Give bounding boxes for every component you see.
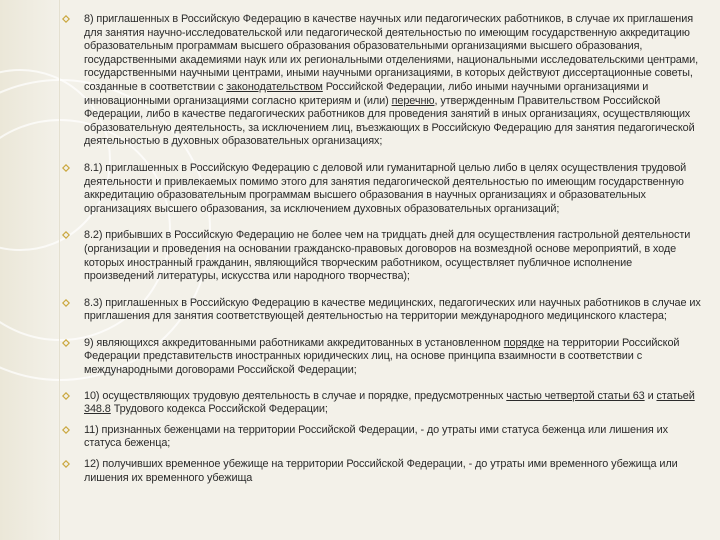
bullet-icon <box>62 299 70 307</box>
item-text: 8) приглашенных в Российскую Федерацию в качестве научных или педагогических работников, в случае их приглашения для занятия научно-исследовательской или педагогической деятельностью по имеющим государственную аккредитацию образовательным программам высшего образования образовательными организациями высшего образования, государственными академиями наук или их региональными отделениями, национальными исследовательскими центрами, государственными научными центрами, иными научными организациями, в которых действуют диссертационные советы, созданные в соответствии с <box>84 13 699 93</box>
item-text: и <box>644 389 657 402</box>
item-text: 11) признанных беженцами на территории Российской Федерации, - до утраты ими статуса беженца или лишения их статуса беженца; <box>84 423 668 450</box>
divider-line <box>59 0 60 540</box>
item-text: 10) осуществляющих трудовую деятельность в случае и порядке, предусмотренных <box>84 389 507 402</box>
item-text: 8.2) прибывших в Российскую Федерацию не более чем на тридцать дней для осуществления гастрольной деятельности (организации и проведения на основании гражданско-правовых договоров на возмездной основе мероприятий, в ходе которых иностранный гражданин, являющийся творческим работником, осуществляет публичное исполнение произведений литературы, искусства или народного творчества); <box>84 229 691 283</box>
bullet-icon <box>62 339 70 347</box>
reference-link[interactable]: перечню <box>391 94 435 107</box>
item-text: 9) являющихся аккредитованными работниками аккредитованных в установленном <box>84 336 504 349</box>
list-item <box>62 297 702 324</box>
item-text: 12) получивших временное убежище на территории Российской Федерации, - до утраты ими временного убежища или лишения их временного убежища <box>84 458 678 484</box>
bullet-icon <box>62 460 70 468</box>
reference-link[interactable]: порядке <box>503 336 545 349</box>
item-text: Трудового кодекса Российской Федерации; <box>110 403 328 416</box>
bullet-icon <box>62 15 70 23</box>
list-item <box>62 337 702 378</box>
list-item <box>62 13 702 149</box>
item-text: 8.3) приглашенных в Российскую Федерацию в качестве медицинских, педагогических или научных работников в случае их приглашения для занятия соответствующей деятельностью на территории международного медицинского кластера; <box>84 296 701 323</box>
reference-link[interactable]: законодательством <box>226 80 323 93</box>
list-item <box>62 424 702 451</box>
bullet-icon <box>62 426 70 434</box>
reference-link[interactable]: частью четвертой статьи 63 <box>506 389 645 402</box>
list-item <box>62 390 702 417</box>
list-item <box>62 162 702 216</box>
item-text: , утвержденным Правительством Российской Федерации, либо в качестве педагогических работников для проведения занятий в иных организациях, осуществляющих образовательную деятельность, за исключением лиц, въезжающих в Российскую Федерацию для занятия педагогической деятельностью в духовных образовательных организациях; <box>84 94 695 148</box>
list-item <box>62 229 702 283</box>
item-text: 8.1) приглашенных в Российскую Федерацию с деловой или гуманитарной целью либо в целях осуществления трудовой деятельности и привлекаемых помимо этого для занятия педагогической деятельностью по имеющим государственную аккредитацию образовательным программам высшего образования в научных организациях и образовательных организациях высшего образования, за исключением духовных образовательных организаций; <box>84 161 687 215</box>
item-text: на территории Российской Федерации представительств иностранных юридических лиц, на основе принципа взаимности в соответствии с международными договорами Российской Федерации; <box>84 336 680 377</box>
document-body <box>62 13 702 485</box>
item-text: Российской Федерации, либо иными научными организациями и инновационными организациями согласно критериям и (или) <box>84 80 649 107</box>
list-item <box>62 458 702 485</box>
reference-link[interactable]: статьей 348.8 <box>84 389 695 416</box>
bullet-icon <box>62 164 70 172</box>
bullet-icon <box>62 392 70 400</box>
bullet-icon <box>62 231 70 239</box>
